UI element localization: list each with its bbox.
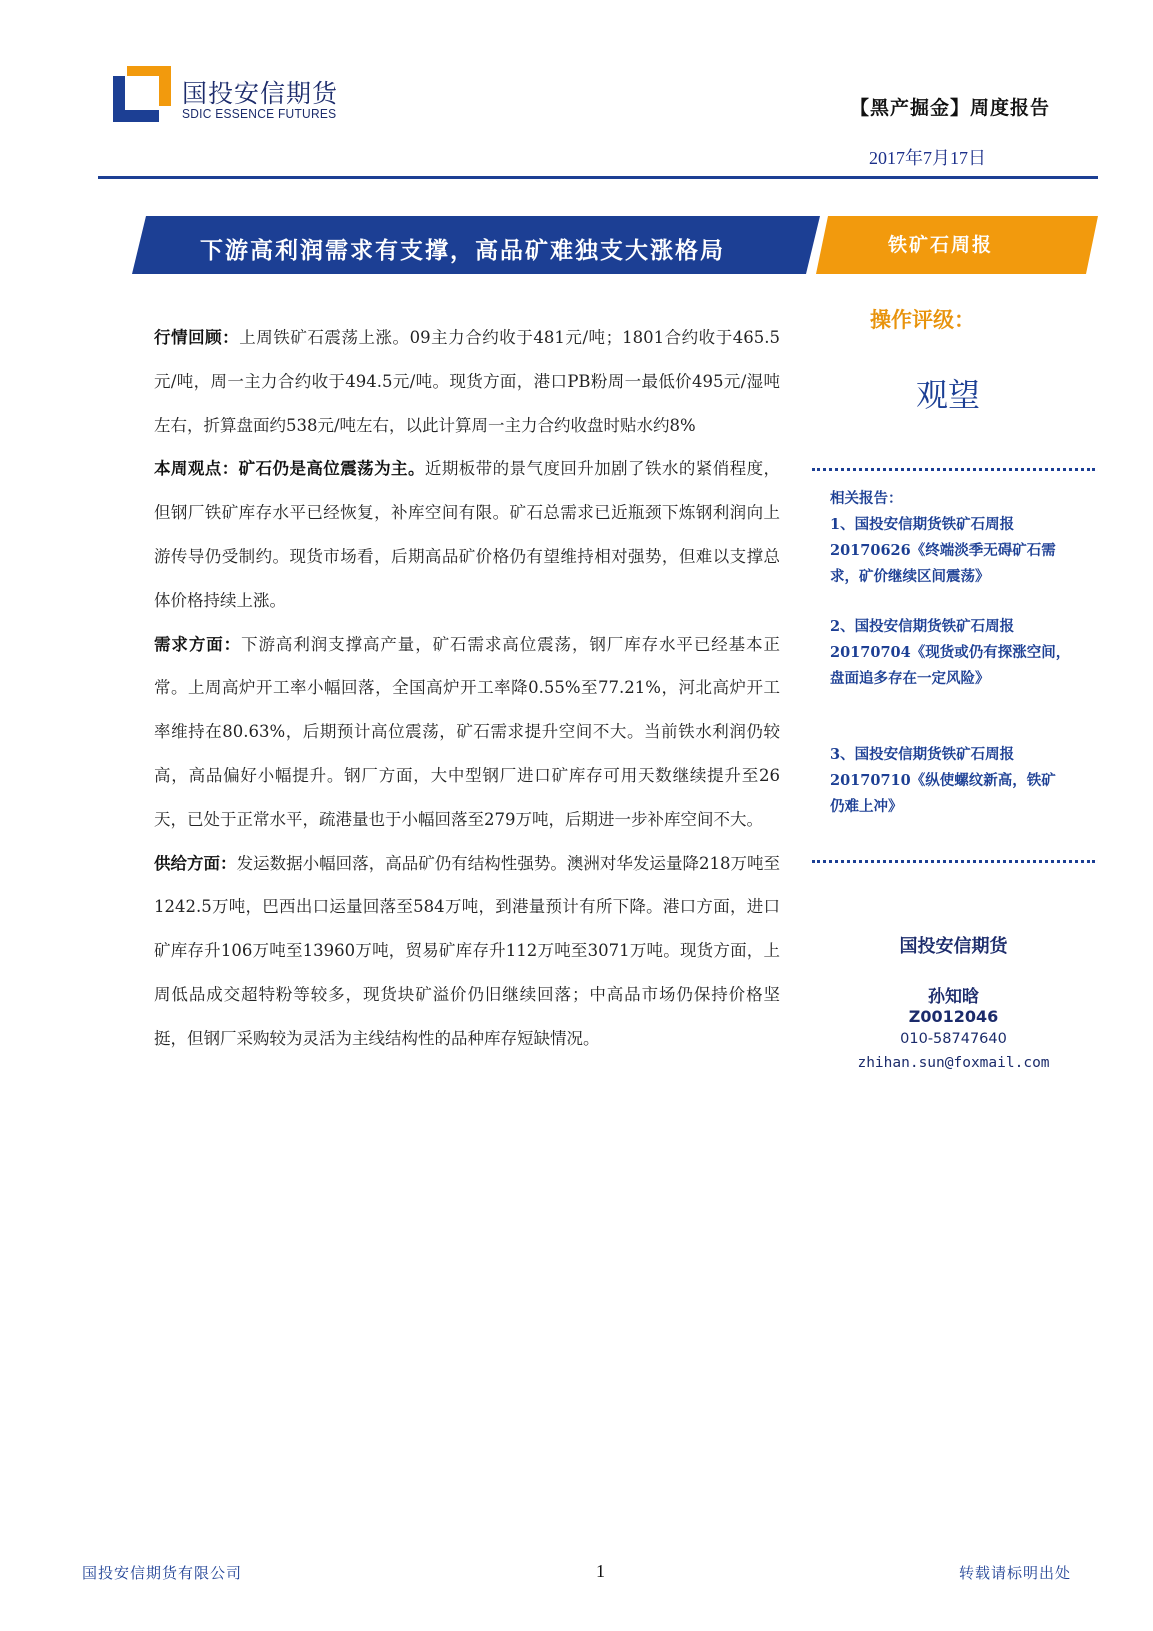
analyst-name: 孙知晗 (928, 987, 979, 1007)
section-label: 本周观点：矿石仍是高位震荡为主。 (154, 459, 425, 479)
section-weekly-view (154, 447, 780, 622)
logo-english-name: SDIC ESSENCE FUTURES (182, 106, 337, 121)
report-category-tag: 铁矿石周报 (888, 234, 994, 256)
dotted-divider-top (812, 468, 1095, 471)
sdic-logo-mark-icon (113, 66, 171, 122)
section-text: 近期板带的景气度回升加剧了铁水的紧俏程度，但钢厂铁矿库存水平已经恢复，补库空间有限。矿石总需求已近瓶颈下炼钢利润向上游传导仍受制约。现货市场看，后期高品矿价格仍有望维持相对强势，但难以支撑总体价格持续上涨。 (154, 459, 781, 610)
section-label: 行情回顾： (154, 328, 240, 347)
section-market-review (154, 316, 780, 447)
related-report-item[interactable]: 1、国投安信期货铁矿石周报 20170626《终端淡季无碍矿石需 求，矿价继续区间震荡》 (830, 516, 1056, 585)
analyst-license-id: Z0012046 (908, 1007, 999, 1026)
analyst-phone: 010-58747640 (900, 1031, 1007, 1047)
section-label: 供给方面： (154, 853, 237, 873)
header-divider (98, 176, 1098, 179)
related-report-item[interactable]: 3、国投安信期货铁矿石周报 20170710《纵使螺纹新高，铁矿 仍难上冲》 (830, 746, 1056, 815)
report-title: 下游高利润需求有支撑，高品矿难独支大涨格局 (200, 237, 725, 264)
section-text: 上周铁矿石震荡上涨。09主力合约收于481元/吨；1801合约收于465.5元/吨，周一主力合约收于494.5元/吨。现货方面，港口PB粉周一最低价495元/湿吨左右，折算盘面约538元/吨左右，以此计算周一主力合约收盘时贴水约8% (154, 328, 781, 435)
section-supply (154, 842, 780, 1061)
analyst-email-link[interactable]: zhihan.sun@foxmail.com (857, 1055, 1050, 1071)
related-reports-title: 相关报告： (830, 490, 903, 507)
related-report-item[interactable]: 2、国投安信期货铁矿石周报 20170704《现货或仍有探涨空间， 盘面追多存在一定风险》 (830, 618, 1071, 687)
related-reports (830, 486, 1092, 820)
report-type: 【黑产掘金】周度报告 (849, 97, 1050, 119)
footer-notice: 转载请标明出处 (958, 1564, 1071, 1582)
section-demand (154, 623, 780, 842)
report-date: 2017年7月17日 (869, 148, 986, 168)
rating-value: 观望 (916, 376, 981, 414)
logo-chinese-name: 国投安信期货 (182, 79, 339, 108)
section-text: 下游高利润支撑高产量，矿石需求高位震荡，钢厂库存水平已经基本正常。上周高炉开工率小幅回落，全国高炉开工率降0.55%至77.21%，河北高炉开工率维持在80.63%，后期预计高位震荡，矿石需求提升空间不大。当前铁水利润仍较高，高品偏好小幅提升。钢厂方面，大中型钢厂进口矿库存可用天数继续提升至26天，已处于正常水平，疏港量也于小幅回落至279万吨，后期进一步补库空间不大。 (154, 634, 781, 829)
page-number: 1 (596, 1561, 605, 1581)
dotted-divider-bottom (812, 860, 1095, 863)
rating-label: 操作评级： (870, 308, 975, 332)
report-body (154, 316, 780, 1061)
firm-name: 国投安信期货 (899, 936, 1008, 957)
section-label: 需求方面： (154, 634, 242, 654)
section-text: 发运数据小幅回落，高品矿仍有结构性强势。澳洲对华发运量降218万吨至1242.5万吨，巴西出口运量回落至584万吨，到港量预计有所下降。港口方面，进口矿库存升106万吨至13960万吨，贸易矿库存升112万吨至3071万吨。现货方面，上周低品成交超特粉等较多，现货块矿溢价仍旧继续回落；中高品市场仍保持价格坚挺，但钢厂采购较为灵活为主线结构性的品种库存短缺情况。 (154, 853, 781, 1048)
footer-company: 国投安信期货有限公司 (82, 1564, 243, 1582)
